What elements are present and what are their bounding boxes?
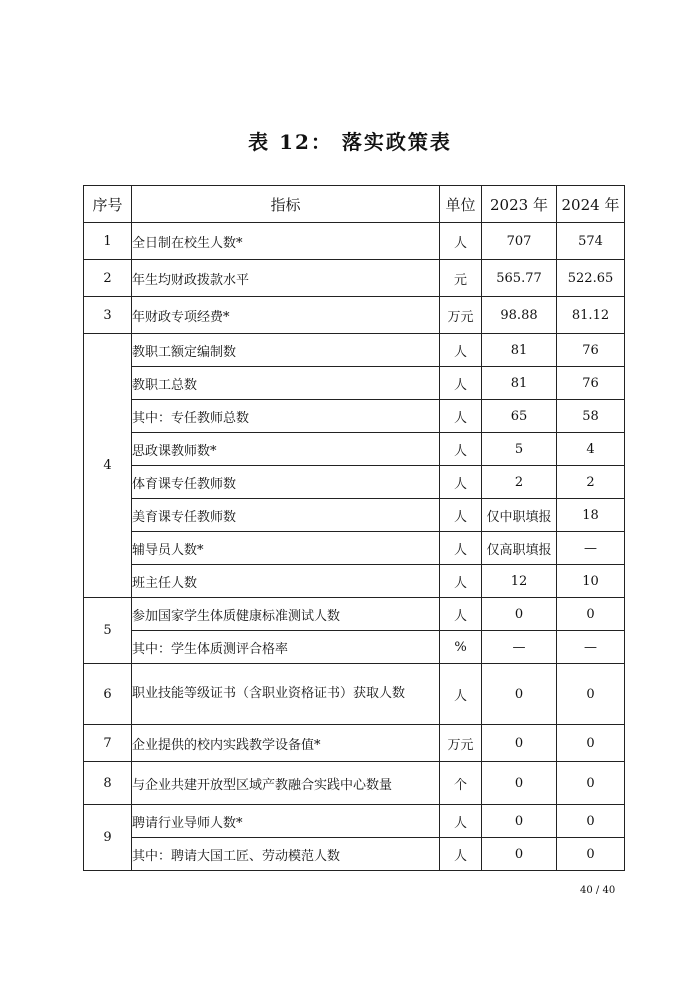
value-2023-cell: 0 bbox=[482, 664, 557, 725]
unit-cell: 个 bbox=[440, 762, 482, 805]
row-number: 5 bbox=[84, 598, 132, 664]
value-2024-cell: 4 bbox=[557, 433, 625, 466]
value-2024-cell: 18 bbox=[557, 499, 625, 532]
unit-cell: % bbox=[440, 631, 482, 664]
indicator-cell: 其中：聘请大国工匠、劳动模范人数 bbox=[132, 838, 440, 871]
value-2024-cell: 81.12 bbox=[557, 297, 625, 334]
unit-cell: 人 bbox=[440, 466, 482, 499]
value-2023-cell: 0 bbox=[482, 598, 557, 631]
unit-cell: 人 bbox=[440, 334, 482, 367]
row-number: 1 bbox=[84, 223, 132, 260]
indicator-cell: 其中：学生体质测评合格率 bbox=[132, 631, 440, 664]
indicator-cell: 企业提供的校内实践教学设备值* bbox=[132, 725, 440, 762]
table-row bbox=[84, 762, 625, 805]
row-number: 7 bbox=[84, 725, 132, 762]
value-2024-cell: — bbox=[557, 631, 625, 664]
value-2023-cell: — bbox=[482, 631, 557, 664]
value-2023-cell: 65 bbox=[482, 400, 557, 433]
value-2024-cell: 0 bbox=[557, 598, 625, 631]
value-2023-cell: 仅中职填报 bbox=[482, 499, 557, 532]
value-2023-cell: 0 bbox=[482, 725, 557, 762]
value-2024-cell: 76 bbox=[557, 334, 625, 367]
row-number: 2 bbox=[84, 260, 132, 297]
indicator-cell: 职业技能等级证书（含职业资格证书）获取人数 bbox=[132, 664, 440, 725]
value-2023-cell: 565.77 bbox=[482, 260, 557, 297]
table-row bbox=[84, 466, 625, 499]
indicator-cell: 年生均财政拨款水平 bbox=[132, 260, 440, 297]
unit-cell: 人 bbox=[440, 499, 482, 532]
indicator-cell: 辅导员人数* bbox=[132, 532, 440, 565]
policy-table bbox=[83, 185, 625, 871]
header-indicator: 指标 bbox=[132, 186, 440, 223]
table-row bbox=[84, 400, 625, 433]
unit-cell: 人 bbox=[440, 400, 482, 433]
value-2024-cell: 0 bbox=[557, 664, 625, 725]
table-header-row bbox=[84, 186, 625, 223]
value-2023-cell: 仅高职填报 bbox=[482, 532, 557, 565]
value-2023-cell: 0 bbox=[482, 762, 557, 805]
indicator-cell: 班主任人数 bbox=[132, 565, 440, 598]
indicator-cell: 教职工额定编制数 bbox=[132, 334, 440, 367]
value-2024-cell: 10 bbox=[557, 565, 625, 598]
unit-cell: 人 bbox=[440, 838, 482, 871]
unit-cell: 人 bbox=[440, 664, 482, 725]
table-row bbox=[84, 565, 625, 598]
header-unit: 单位 bbox=[440, 186, 482, 223]
indicator-cell: 与企业共建开放型区域产教融合实践中心数量 bbox=[132, 762, 440, 805]
header-2024: 2024 年 bbox=[557, 186, 625, 223]
value-2023-cell: 81 bbox=[482, 367, 557, 400]
unit-cell: 人 bbox=[440, 598, 482, 631]
value-2024-cell: — bbox=[557, 532, 625, 565]
page-title: 表 12： 落实政策表 bbox=[248, 130, 452, 154]
value-2023-cell: 0 bbox=[482, 805, 557, 838]
unit-cell: 元 bbox=[440, 260, 482, 297]
table-row bbox=[84, 297, 625, 334]
indicator-cell: 聘请行业导师人数* bbox=[132, 805, 440, 838]
value-2024-cell: 0 bbox=[557, 805, 625, 838]
indicator-cell: 其中：专任教师总数 bbox=[132, 400, 440, 433]
indicator-cell: 教职工总数 bbox=[132, 367, 440, 400]
unit-cell: 万元 bbox=[440, 725, 482, 762]
unit-cell: 人 bbox=[440, 805, 482, 838]
table-row bbox=[84, 725, 625, 762]
unit-cell: 人 bbox=[440, 565, 482, 598]
table-row bbox=[84, 598, 625, 631]
row-number: 9 bbox=[84, 805, 132, 871]
value-2023-cell: 81 bbox=[482, 334, 557, 367]
value-2024-cell: 574 bbox=[557, 223, 625, 260]
header-2023: 2023 年 bbox=[482, 186, 557, 223]
row-number: 8 bbox=[84, 762, 132, 805]
value-2023-cell: 707 bbox=[482, 223, 557, 260]
unit-cell: 万元 bbox=[440, 297, 482, 334]
row-number: 3 bbox=[84, 297, 132, 334]
table-row bbox=[84, 367, 625, 400]
header-no: 序号 bbox=[84, 186, 132, 223]
value-2023-cell: 0 bbox=[482, 838, 557, 871]
value-2023-cell: 2 bbox=[482, 466, 557, 499]
indicator-cell: 参加国家学生体质健康标准测试人数 bbox=[132, 598, 440, 631]
value-2024-cell: 522.65 bbox=[557, 260, 625, 297]
table-row bbox=[84, 499, 625, 532]
page-number: 40 / 40 bbox=[580, 885, 616, 896]
value-2024-cell: 0 bbox=[557, 838, 625, 871]
table-row bbox=[84, 223, 625, 260]
value-2024-cell: 76 bbox=[557, 367, 625, 400]
indicator-cell: 思政课教师数* bbox=[132, 433, 440, 466]
value-2024-cell: 0 bbox=[557, 725, 625, 762]
unit-cell: 人 bbox=[440, 433, 482, 466]
value-2024-cell: 2 bbox=[557, 466, 625, 499]
table-row bbox=[84, 532, 625, 565]
table-row bbox=[84, 664, 625, 725]
value-2023-cell: 12 bbox=[482, 565, 557, 598]
table-row bbox=[84, 631, 625, 664]
value-2024-cell: 0 bbox=[557, 762, 625, 805]
indicator-cell: 体育课专任教师数 bbox=[132, 466, 440, 499]
value-2023-cell: 98.88 bbox=[482, 297, 557, 334]
indicator-cell: 全日制在校生人数* bbox=[132, 223, 440, 260]
unit-cell: 人 bbox=[440, 223, 482, 260]
row-number: 6 bbox=[84, 664, 132, 725]
indicator-cell: 美育课专任教师数 bbox=[132, 499, 440, 532]
value-2024-cell: 58 bbox=[557, 400, 625, 433]
table-row bbox=[84, 805, 625, 838]
table-row bbox=[84, 838, 625, 871]
table-row bbox=[84, 260, 625, 297]
row-number: 4 bbox=[84, 334, 132, 598]
unit-cell: 人 bbox=[440, 367, 482, 400]
value-2023-cell: 5 bbox=[482, 433, 557, 466]
indicator-cell: 年财政专项经费* bbox=[132, 297, 440, 334]
table-row bbox=[84, 334, 625, 367]
table-row bbox=[84, 433, 625, 466]
unit-cell: 人 bbox=[440, 532, 482, 565]
